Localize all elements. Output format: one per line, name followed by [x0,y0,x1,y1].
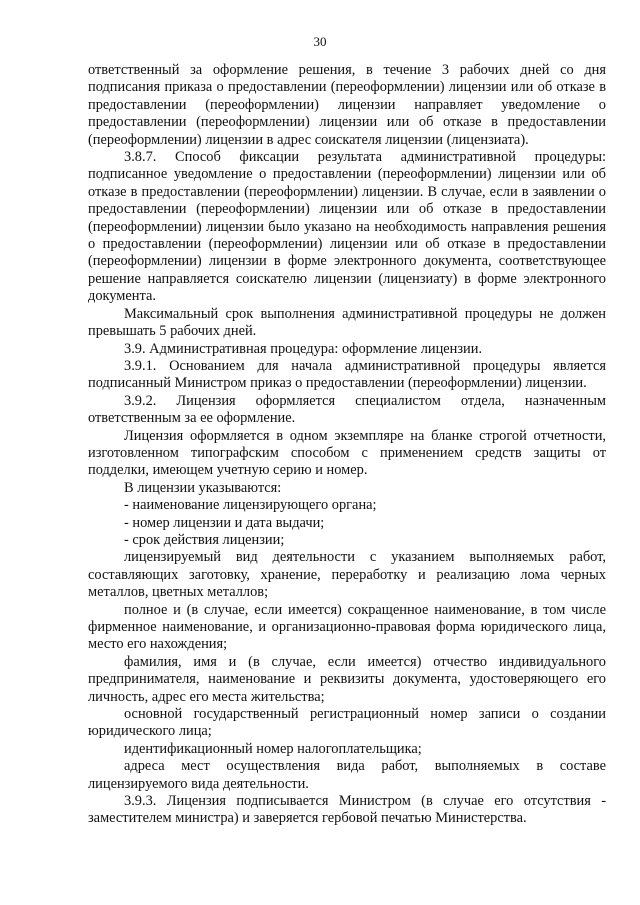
paragraph-license-form: Лицензия оформляется в одном экземпляре на бланке строгой отчетности, изготовленном типографским способом с применением средств защиты от подделки, имеющем учетную серию и номер. [88,427,606,479]
paragraph-3-8-7: 3.8.7. Способ фиксации результата административной процедуры: подписанное уведомление о предоставлении (переоформлении) лицензии или об отказе в предоставлении (переоформлении) лицензии. В случае, если в заявлении о предоставлении (переоформлении) лицензии или об отказе в предоставлении (переоформлении) лицензии было указано на необходимость направления решения о предоставлении (переоформлении) лицензии или об отказе в предоставлении (переоформлении) лицензии в форме электронного документа, соответствующее решение направляется соискателю лицензии (лицензиату) в форме электронного документа. [88,149,606,305]
paragraph-license-contents-intro: В лицензии указываются: [124,479,282,496]
paragraph-3-9-2: 3.9.2. Лицензия оформляется специалистом отдела, назначенным ответственным за ее оформление. [88,392,606,427]
page-number: 30 [313,34,327,49]
document-body [88,62,606,828]
list-item-authority-name: - наименование лицензирующего органа; [124,497,377,514]
paragraph-max-term: Максимальный срок выполнения административной процедуры не должен превышать 5 рабочих дней. [88,305,606,340]
paragraph-3-9: 3.9. Административная процедура: оформление лицензии. [124,340,483,357]
paragraph-entrepreneur-name: фамилия, имя и (в случае, если имеется) отчество индивидуального предпринимателя, наименование и реквизиты документа, удостоверяющего его личность, адрес его места жительства; [88,653,606,705]
paragraph-activity-addresses: адреса мест осуществления вида работ, выполняемых в составе лицензируемого вида деятельности. [88,758,606,792]
paragraph-legal-entity-name: полное и (в случае, если имеется) сокращенное наименование, в том числе фирменное наименование, и организационно-правовая форма юридического лица, место его нахождения; [88,601,606,653]
list-item-license-number: - номер лицензии и дата выдачи; [124,514,325,531]
paragraph-continuation: ответственный за оформление решения, в течение 3 рабочих дней со дня подписания приказа о предоставлении (переоформлении) лицензии или об отказе в предоставлении (переоформлении) лицензии направляет уведомление о предоставлении (переоформлении) лицензии или об отказе в предоставлении (переоформлении) лицензии в адрес соискателя лицензии (лицензиата). [88,62,606,148]
paragraph-3-9-3: 3.9.3. Лицензия подписывается Министром (в случае его отсутствия - заместителем министра) и заверяется гербовой печатью Министерства. [88,793,606,827]
paragraph-ogrn: основной государственный регистрационный номер записи о создании юридического лица; [88,706,606,740]
list-item-license-term: - срок действия лицензии; [124,531,285,548]
paragraph-inn: идентификационный номер налогоплательщика; [124,740,422,757]
paragraph-activity-type: лицензируемый вид деятельности с указанием выполняемых работ, составляющих заготовку, хранение, переработку и реализацию лома черных металлов, цветных металлов; [88,549,606,601]
paragraph-3-9-1: 3.9.1. Основанием для начала административной процедуры является подписанный Министром приказ о предоставлении (переоформлении) лицензии. [88,357,606,392]
